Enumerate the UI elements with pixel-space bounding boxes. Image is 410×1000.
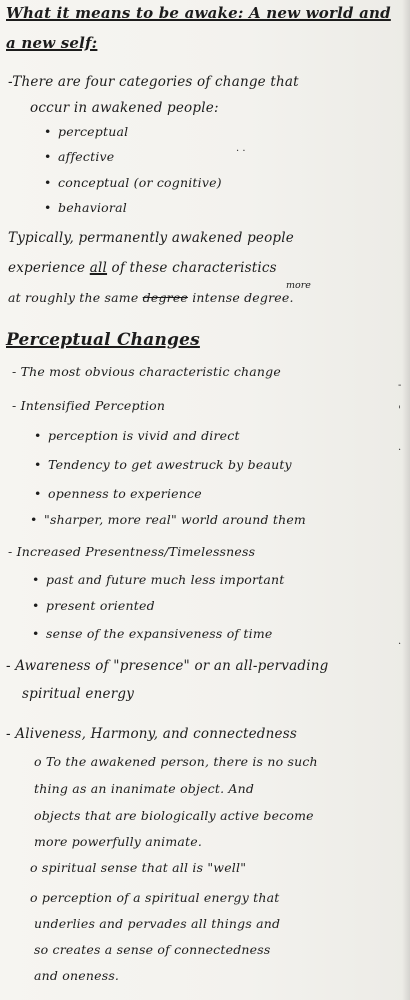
category-item: • conceptual (or cognitive) (44, 175, 222, 190)
point-aliveness: - Aliveness, Harmony, and connectedness (6, 726, 297, 742)
sub-item: • openness to experience (34, 486, 202, 501)
category-item: • affective (44, 149, 115, 164)
sub-item: • Tendency to get awestruck by beauty (34, 457, 292, 472)
category-item: • behavioral (44, 200, 127, 215)
category-item: • perceptual (44, 124, 129, 139)
aliveness-line: more powerfully animate. (34, 834, 203, 849)
emphasis-all: all (89, 260, 108, 276)
point-presentness: - Increased Presentness/Timelessness (8, 544, 256, 559)
sub-item: • "sharper, more real" world around them (30, 512, 306, 527)
page-title-line-2: a new self: (6, 34, 98, 52)
point-obvious-change: - The most obvious characteristic change (12, 364, 281, 379)
aliveness-line: so creates a sense of connectedness (34, 942, 271, 957)
aliveness-line: o perception of a spiritual energy that (30, 890, 280, 905)
point-presence-a: - Awareness of "presence" or an all-pervading (6, 658, 329, 674)
struck-word: degree (142, 290, 189, 305)
ink-dots: · · (236, 146, 246, 157)
point-intensified-perception: - Intensified Perception (12, 398, 166, 413)
section-heading: Perceptual Changes (6, 330, 200, 350)
margin-mark: ' (398, 405, 401, 416)
intro-lead-2: occur in awakened people: (30, 100, 219, 116)
aliveness-line: o spiritual sense that all is "well" (30, 860, 247, 875)
aliveness-line: objects that are biologically active become (34, 808, 314, 823)
page-title-line-1: What it means to be awake: A new world and (6, 4, 391, 22)
margin-mark: . (398, 442, 402, 453)
insertion-note: more (286, 280, 311, 291)
sub-item: • sense of the expansiveness of time (32, 626, 273, 641)
margin-mark: . (398, 636, 402, 647)
sub-item: • past and future much less important (32, 572, 285, 587)
paragraph-line-1: Typically, permanently awakened people (8, 230, 294, 246)
sub-item: • perception is vivid and direct (34, 428, 240, 443)
aliveness-line: and oneness. (34, 968, 120, 983)
paragraph-line-2: experience all of these characteristics (8, 260, 277, 276)
aliveness-line: thing as an inanimate object. And (34, 781, 255, 796)
aliveness-line: underlies and pervades all things and (34, 916, 281, 931)
aliveness-line: o To the awakened person, there is no such (34, 754, 318, 769)
margin-mark: - (398, 380, 402, 391)
intro-lead: -There are four categories of change that (8, 74, 299, 90)
point-presence-b: spiritual energy (22, 686, 135, 702)
sub-item: • present oriented (32, 598, 155, 613)
page-edge-shadow (402, 0, 410, 1000)
paragraph-line-3: at roughly the same degree intense degree. (8, 290, 294, 305)
